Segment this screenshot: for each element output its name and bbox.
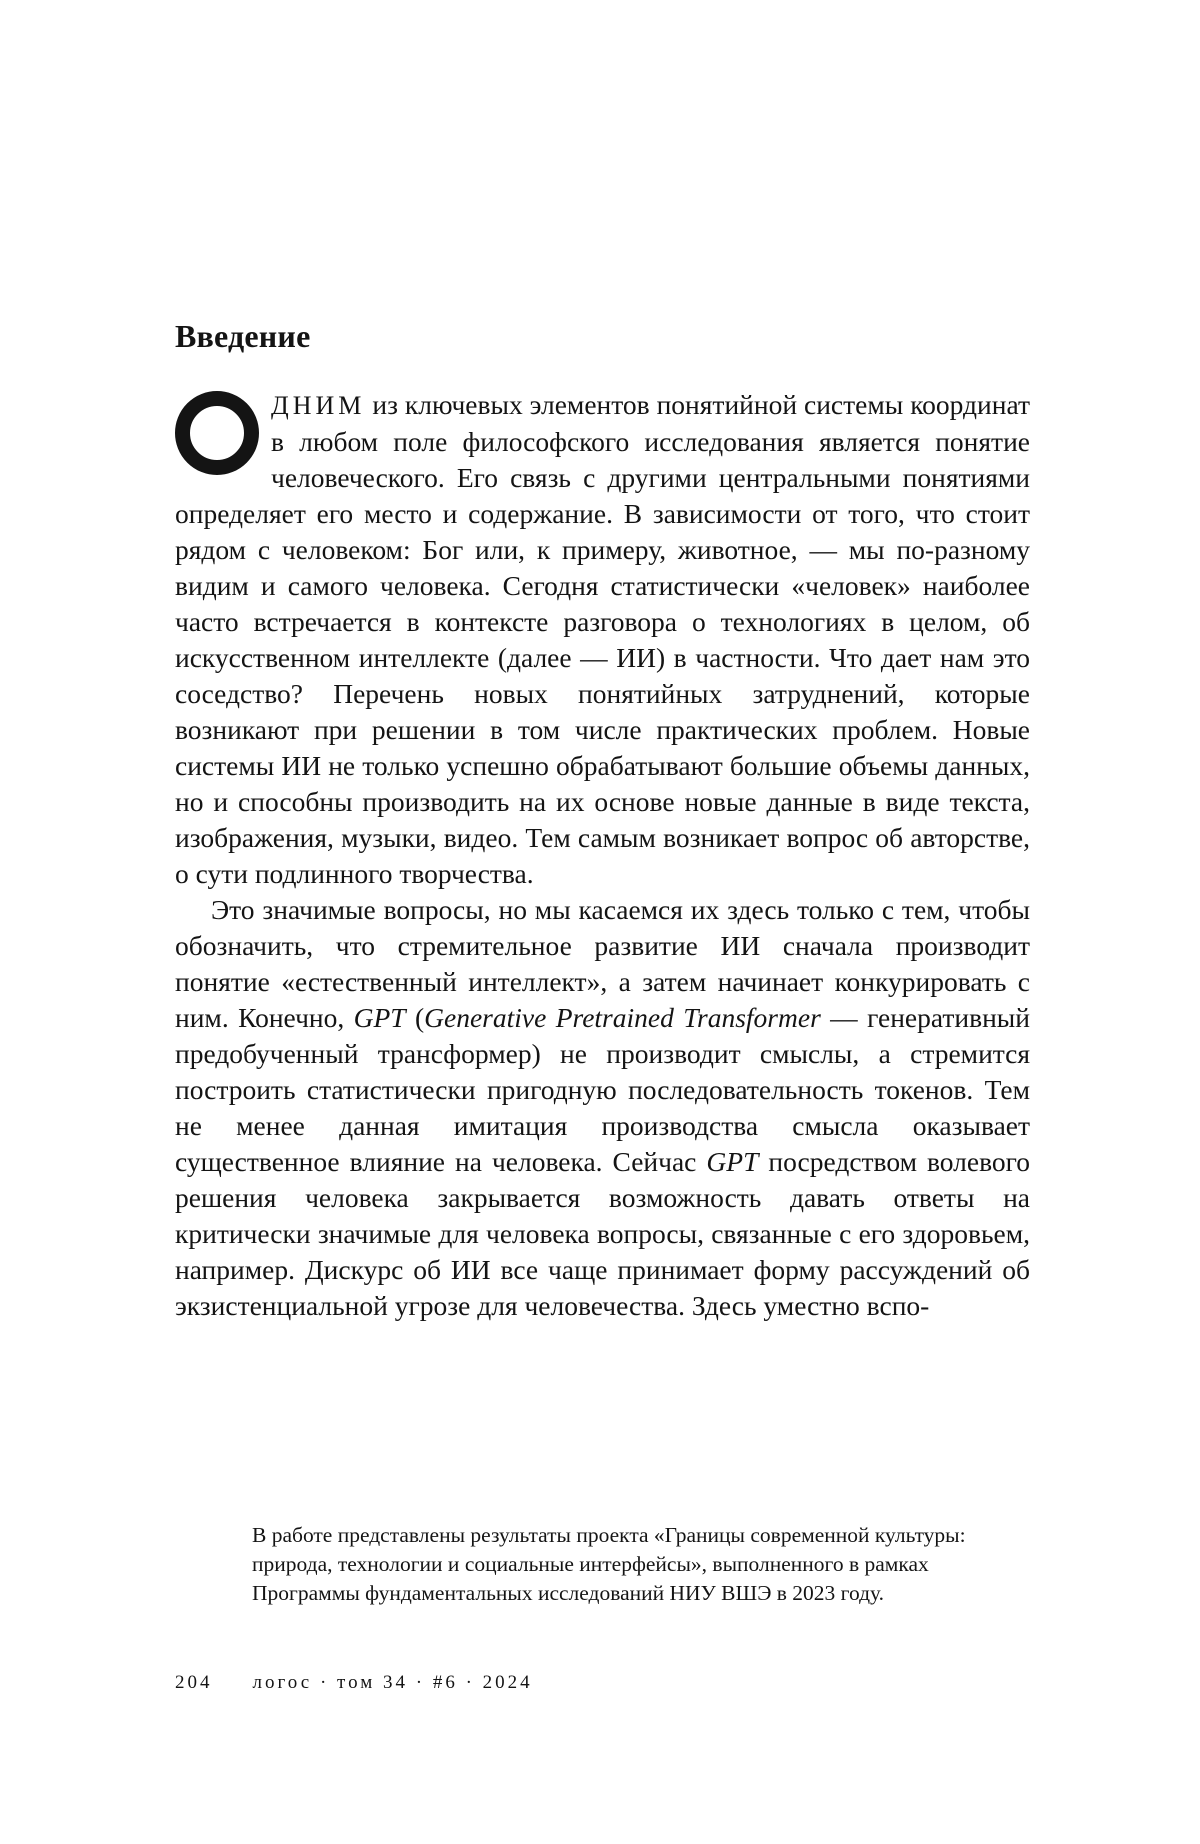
- section-title: Введение: [175, 318, 311, 354]
- para2-text-1: Это значимые вопросы, но мы касаемся их здесь только с тем, чтобы обозначить, что стремительное развитие ИИ сначала производит понятие «естественный интеллект», а затем начинает конкурировать с ним. Конечно,: [175, 894, 1030, 1033]
- intro-paragraph: [175, 387, 1030, 892]
- dropcap-letter: [175, 391, 259, 475]
- footnote: В работе представлены результаты проекта «Границы современной культуры: природа, технологии и социальные интерфейсы», выполненного в рамках Программы фундаментальных исследований НИУ ВШЭ в 2023 году.: [252, 1523, 966, 1605]
- gpt-expansion: Generative Pretrained Transformer: [424, 1002, 821, 1033]
- page-number: 204: [175, 1672, 213, 1693]
- para2-text-2: (: [405, 1002, 425, 1033]
- gpt-term-1: GPT: [353, 1002, 406, 1033]
- second-paragraph: [175, 892, 1030, 1324]
- intro-text: из ключевых элементов понятийной системы координат в любом поле философского исследования является понятие человеческого. Его связь с другими центральными понятиями определяет его место и содержание. В зависимости от того, что стоит рядом с человеком: Бог или, к примеру, животное, — мы по-разному видим и самого человека. Сегодня статистически «человек» наиболее часто встречается в контексте разговора о технологиях в целом, об искусственном интеллекте (далее — ИИ) в частности. Что дает нам это соседство? Перечень новых понятийных затруднений, которые возникают при решении в том числе практических проблем. Новые системы ИИ не только успешно обрабатывают большие объемы данных, но и способны производить на их основе новые данные в виде текста, изображения, музыки, видео. Тем самым возникает вопрос об авторстве, о сути подлинного творчества.: [175, 389, 1030, 889]
- article-body: [175, 387, 1030, 1324]
- page-footer: [175, 1672, 533, 1694]
- para2-text-3: — генеративный предобученный трансформер) не производит смыслы, а стремится построить статистически пригодную последовательность токенов. Тем не менее данная имитация производства смысла оказывает существенное влияние на человека. Сейчас: [175, 1002, 1030, 1177]
- first-word-smallcaps: ДНИМ: [271, 391, 366, 420]
- running-head: логос · том 34 · #6 · 2024: [252, 1672, 533, 1693]
- para2-text-4: посредством волевого решения человека закрывается возможность давать ответы на критически значимые для человека вопросы, связанные с его здоровьем, например. Дискурс об ИИ все чаще принимает форму рассуждений об экзистенциальной угрозе для человечества. Здесь уместно вспо-: [175, 1146, 1030, 1321]
- gpt-term-2: GPT: [706, 1146, 759, 1177]
